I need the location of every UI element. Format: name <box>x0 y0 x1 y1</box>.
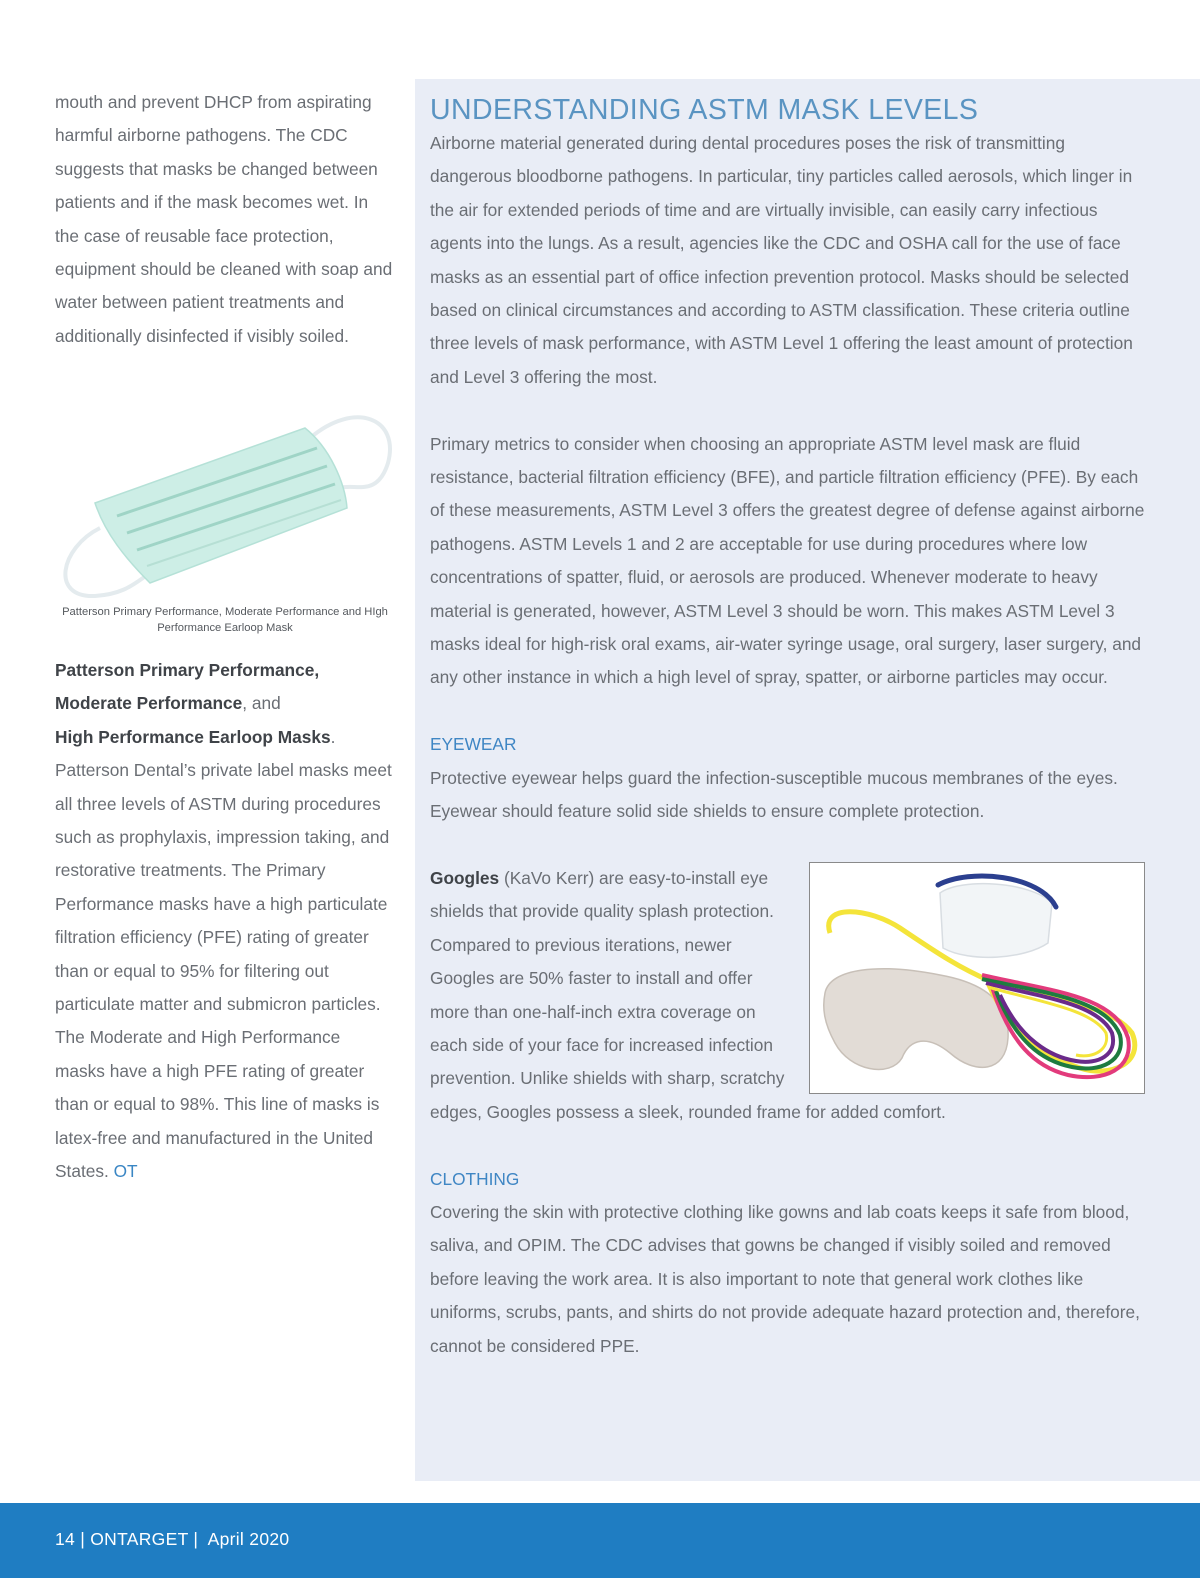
eyewear-paragraph: Protective eyewear helps guard the infection-susceptible mucous membranes of the eyes. Eyewear should feature solid side shields to ensure complete protection. <box>430 767 1118 822</box>
product-name-bold-1: Patterson Primary Performance, Moderate Performance <box>55 660 320 714</box>
googles-block <box>430 862 1145 1129</box>
panel-title: UNDERSTANDING ASTM MASK LEVELS <box>430 94 979 126</box>
clothing-paragraph: Covering the skin with protective clothing like gowns and lab coats keeps it safe from blood, saliva, and OPIM. The CDC advises that gowns be changed if visibly soiled and removed before leaving the work area. It is also important to note that general work clothes like uniforms, scrubs, pants, and shirts do not provide adequate hazard protection and, therefore, cannot be considered PPE. <box>430 1201 1140 1356</box>
product-paragraph <box>55 654 395 1189</box>
mask-image-caption: Patterson Primary Performance, Moderate Performance and HIgh Performance Earloop Mask <box>62 606 388 634</box>
left-column-intro <box>55 86 395 353</box>
product-name-bold-2: High Performance Earloop Masks <box>55 726 331 747</box>
clothing-heading: CLOTHING <box>430 1168 520 1189</box>
astm-paragraph-2: Primary metrics to consider when choosing an appropriate ASTM level mask are fluid resistance, bacterial filtration efficiency (BFE), and particle filtration efficiency (PFE). By each of these measurements, ASTM Level 3 offers the greatest degree of defense against airborne pathogens. ASTM Levels 1 and 2 are acceptable for use during procedures where low concentrations of spatter, fluid, or aerosols are produced. Whenever moderate to heavy material is generated, however, ASTM Level 3 should be worn. This makes ASTM Level 3 masks ideal for high-risk oral exams, air-water syringe usage, oral surgery, laser surgery, and any other instance in which a high level of spray, spatter, or airborne particles may occur. <box>430 433 1145 688</box>
page-footer <box>0 1503 1200 1578</box>
googles-description: (KaVo Kerr) are easy-to-install eye shields that provide quality splash protection. Compared to previous iterations, newer Googles are 50% faster to install and offer more than one-half-inch extra coverage on each side of your face for increased infection prevention. Unlike shields with sharp, scratchy edges, Googles possess a sleek, rounded frame for added comfort. <box>430 867 946 1122</box>
panel-content <box>430 93 1145 1363</box>
product-and: , and <box>242 693 281 714</box>
googles-name-bold: Googles <box>430 867 500 888</box>
face-mask-image <box>55 408 395 608</box>
eyewear-heading: EYEWEAR <box>430 734 517 755</box>
footer-page-info: 14 | ONTARGET | April 2020 <box>55 1529 290 1549</box>
end-mark: OT <box>113 1161 138 1182</box>
astm-sidebar-panel <box>415 79 1200 1481</box>
googles-illustration <box>810 863 1144 1093</box>
face-mask-illustration <box>55 408 395 608</box>
intro-paragraph: mouth and prevent DHCP from aspirating harmful airborne pathogens. The CDC suggests that masks be changed between patients and if the mask becomes wet. In the case of reusable face protection, equipment should be cleaned with soap and water between patient treatments and additionally disinfected if visibly soiled. <box>55 92 393 346</box>
product-period: . <box>330 726 336 747</box>
astm-paragraph-1: Airborne material generated during dental procedures poses the risk of transmitting dangerous bloodborne pathogens. In particular, tiny particles called aerosols, which linger in the air for extended periods of time and are virtually invisible, can easily carry infectious agents into the lungs. As a result, agencies like the CDC and OSHA call for the use of face masks as an essential part of office infection prevention protocol. Masks should be selected based on clinical circumstances and according to ASTM classification. These criteria outline three levels of mask performance, with ASTM Level 1 offering the least amount of protection and Level 3 offering the most. <box>430 133 1133 387</box>
product-description: Patterson Dental’s private label masks meet all three levels of ASTM during procedures such as prophylaxis, impression taking, and restorative treatments. The Primary Performance masks have a high particulate filtration efficiency (PFE) rating of greater than or equal to 95% for filtering out particulate matter and submicron particles. The Moderate and High Performance masks have a high PFE rating of greater than or equal to 98%. This line of masks is latex-free and manufactured in the United States. <box>55 760 392 1182</box>
googles-image <box>809 862 1145 1094</box>
left-column-product <box>55 654 395 1189</box>
